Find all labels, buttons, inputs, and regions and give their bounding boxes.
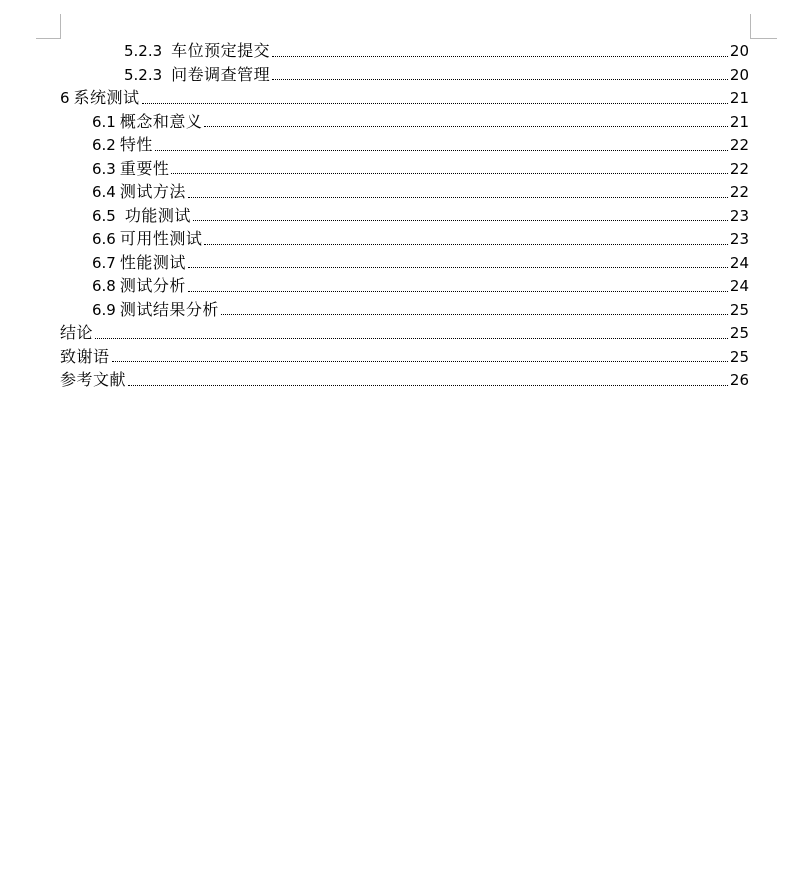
toc-dot-leader [128,384,728,386]
page-corner-mark-top-right [750,14,777,39]
toc-entry[interactable] [60,345,749,369]
toc-entry-number: 6.8 [92,277,116,295]
toc-dot-leader [204,243,728,245]
toc-dot-leader [142,102,728,104]
toc-entry-number: 6.1 [92,112,116,131]
toc-dot-leader [95,337,728,339]
toc-entry-number: 6.7 [92,253,116,272]
toc-entry-title: 特性 [119,135,153,154]
toc-entry-page: 20 [729,65,749,84]
toc-entry[interactable] [60,133,749,157]
toc-entry-title: 测试结果分析 [119,299,219,319]
toc-entry[interactable] [60,204,749,228]
toc-entry-page: 20 [729,42,749,60]
toc-dot-leader [155,149,728,151]
toc-dot-leader [112,360,728,362]
toc-entry-title: 测试方法 [119,182,186,201]
toc-entry[interactable] [60,251,749,275]
toc-entry-page: 25 [729,347,749,366]
toc-dot-leader [188,266,728,268]
toc-entry[interactable] [60,110,749,134]
toc-entry[interactable] [60,298,749,322]
toc-entry-number: 6.2 [92,136,116,154]
toc-entry[interactable] [60,86,749,110]
toc-dot-leader [188,196,728,198]
toc-entry[interactable] [60,157,749,181]
toc-entry-title: 功能测试 [124,205,191,225]
toc-entry-number: 6.9 [92,300,116,319]
toc-dot-leader [188,290,728,292]
toc-entry-number: 6.3 [92,159,116,178]
toc-entry-title: 测试分析 [119,276,186,295]
toc-entry-page: 21 [729,112,749,131]
toc-entry[interactable] [60,227,749,251]
toc-entry[interactable] [60,39,749,63]
table-of-contents [60,39,749,392]
toc-entry-title: 重要性 [119,158,170,178]
toc-dot-leader [272,55,728,57]
toc-entry-title: 系统测试 [73,88,140,107]
toc-entry-page: 21 [729,89,749,107]
toc-entry-title: 车位预定提交 [171,41,271,60]
toc-entry[interactable] [60,321,749,345]
toc-dot-leader [204,125,728,127]
toc-entry-page: 25 [729,324,749,342]
toc-entry-number: 6.5 [92,206,116,225]
toc-entry[interactable] [60,368,749,392]
toc-entry[interactable] [60,274,749,298]
toc-dot-leader [171,172,728,174]
toc-entry-title: 概念和意义 [119,111,203,131]
toc-entry-page: 23 [729,206,749,225]
toc-entry-number: 6 [60,89,70,107]
toc-entry-page: 24 [729,253,749,272]
toc-dot-leader [193,219,728,221]
toc-entry-title: 结论 [60,323,94,342]
toc-entry-title: 可用性测试 [119,229,203,248]
toc-entry-number: 6.4 [92,183,116,201]
toc-entry-title: 致谢语 [60,346,110,366]
toc-entry-page: 22 [729,183,749,201]
toc-entry-number: 5.2.3 [124,42,163,60]
toc-entry-page: 24 [729,277,749,295]
page-corner-mark-top-left [36,14,61,39]
toc-entry-title: 参考文献 [60,370,127,389]
toc-dot-leader [272,78,728,80]
toc-entry-number: 6.6 [92,230,116,248]
toc-entry-page: 25 [729,300,749,319]
toc-entry-title: 问卷调查管理 [171,64,271,84]
toc-entry-title: 性能测试 [119,252,186,272]
toc-entry-page: 22 [729,136,749,154]
toc-entry-page: 23 [729,230,749,248]
toc-entry-number: 5.2.3 [124,65,163,84]
toc-entry[interactable] [60,63,749,87]
toc-entry-page: 26 [729,371,749,389]
toc-dot-leader [221,313,728,315]
toc-entry-page: 22 [729,159,749,178]
toc-entry[interactable] [60,180,749,204]
